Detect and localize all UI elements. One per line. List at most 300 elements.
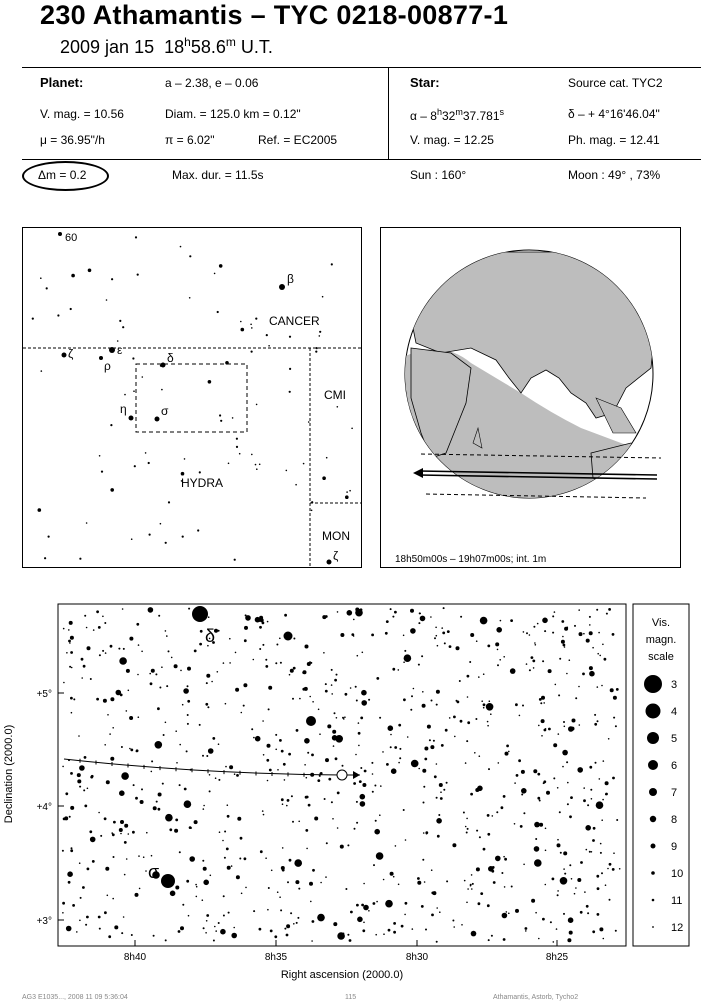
- label-epsilon: ε: [117, 343, 123, 357]
- field-star: [497, 649, 499, 651]
- field-star: [93, 629, 95, 631]
- field-star: [286, 934, 289, 937]
- field-star: [360, 801, 366, 807]
- field-star: [215, 930, 217, 932]
- field-star: [182, 904, 184, 906]
- field-star: [166, 635, 168, 637]
- field-star: [545, 728, 547, 730]
- field-star: [231, 933, 237, 939]
- mag-scale-title-1: Vis.: [651, 617, 671, 629]
- field-star: [80, 897, 82, 899]
- field-star: [187, 723, 189, 725]
- field-star: [600, 852, 602, 854]
- field-star: [161, 666, 163, 668]
- field-star: [69, 642, 71, 644]
- field-star: [562, 766, 564, 768]
- field-star: [553, 743, 557, 747]
- finder-star: [70, 308, 72, 310]
- field-star: [241, 893, 243, 895]
- field-star: [356, 700, 358, 702]
- label-beta: β: [287, 272, 294, 286]
- field-star: [196, 896, 198, 898]
- finder-star: [232, 417, 234, 419]
- field-star: [241, 712, 243, 714]
- field-star: [355, 754, 357, 756]
- field-star: [284, 928, 286, 930]
- field-star: [255, 617, 261, 623]
- field-star: [307, 662, 311, 666]
- field-star: [466, 740, 468, 742]
- field-star: [569, 931, 573, 935]
- field-star: [324, 798, 326, 800]
- field-star: [141, 651, 143, 653]
- field-star: [103, 699, 107, 703]
- field-star: [345, 693, 348, 696]
- field-star: [463, 812, 465, 814]
- field-star: [298, 821, 300, 823]
- field-star: [311, 940, 313, 942]
- field-star: [106, 780, 110, 784]
- field-star: [382, 751, 384, 753]
- field-star: [407, 736, 409, 738]
- field-star: [373, 902, 376, 905]
- field-star: [457, 701, 460, 704]
- field-star: [62, 850, 64, 852]
- finder-star: [57, 314, 59, 316]
- finder-star: [234, 559, 236, 561]
- planet-motion: μ = 36.95"/h: [40, 133, 105, 147]
- field-star: [426, 833, 428, 835]
- field-star: [360, 767, 362, 769]
- field-star: [292, 821, 294, 823]
- field-star: [433, 740, 435, 742]
- finder-star: [86, 522, 88, 524]
- field-star: [157, 707, 160, 710]
- finder-star: [117, 340, 119, 342]
- field-star: [510, 619, 513, 622]
- field-star: [283, 763, 286, 766]
- field-star: [282, 847, 284, 849]
- label-rho: ρ: [104, 359, 111, 373]
- field-star: [449, 645, 452, 648]
- field-star: [585, 825, 591, 831]
- field-star: [68, 881, 71, 884]
- field-star: [569, 864, 571, 866]
- field-star: [410, 609, 414, 613]
- field-star: [305, 829, 308, 832]
- field-star: [571, 878, 573, 880]
- field-star: [342, 765, 344, 767]
- field-star: [546, 791, 550, 795]
- field-star: [398, 724, 401, 727]
- finder-star: [322, 476, 326, 480]
- field-star: [312, 920, 315, 923]
- field-star: [209, 774, 211, 776]
- field-star: [564, 873, 566, 875]
- field-star: [479, 755, 481, 757]
- field-star: [403, 661, 405, 663]
- field-star: [480, 892, 483, 895]
- field-star: [277, 891, 279, 893]
- x-tick-label: 8h30: [405, 952, 429, 963]
- field-star: [199, 724, 201, 726]
- mag-scale-title-2: magn.: [645, 634, 677, 646]
- field-star: [138, 716, 140, 718]
- field-star: [356, 801, 358, 803]
- field-star: [187, 667, 191, 671]
- field-star: [506, 911, 508, 913]
- field-star: [175, 730, 177, 732]
- field-star: [178, 930, 181, 933]
- field-star: [538, 725, 540, 727]
- finder-star: [214, 273, 216, 275]
- field-star: [325, 683, 327, 685]
- field-star: [151, 771, 153, 773]
- field-star: [155, 741, 163, 749]
- field-star: [151, 855, 153, 857]
- finder-star: [181, 472, 185, 476]
- finder-star: [255, 318, 257, 320]
- field-star: [404, 650, 406, 652]
- field-star: [251, 728, 253, 730]
- finder-star: [311, 510, 313, 512]
- field-star: [79, 920, 81, 922]
- field-star: [121, 772, 129, 780]
- field-star: [542, 618, 548, 624]
- field-star: [130, 749, 133, 752]
- field-star: [427, 725, 431, 729]
- field-star: [515, 909, 519, 913]
- field-star: [78, 735, 80, 737]
- field-star: [373, 864, 375, 866]
- field-star: [271, 870, 273, 872]
- field-star: [155, 673, 157, 675]
- field-star: [335, 757, 338, 760]
- field-star: [229, 662, 231, 664]
- field-star: [255, 736, 261, 742]
- field-star: [326, 842, 328, 844]
- label-mon: MON: [322, 529, 350, 543]
- field-star: [280, 662, 282, 664]
- field-star: [548, 728, 551, 731]
- field-star: [266, 759, 269, 762]
- field-star: [206, 682, 208, 684]
- field-star: [149, 673, 151, 675]
- finder-star: [219, 414, 221, 416]
- field-star: [245, 887, 247, 889]
- field-star: [223, 895, 225, 897]
- field-star: [169, 828, 172, 831]
- field-star: [168, 650, 170, 652]
- field-star: [444, 642, 446, 644]
- field-star: [236, 875, 240, 879]
- field-star: [398, 762, 400, 764]
- star-delta-hya: [192, 606, 208, 622]
- finder-star: [303, 463, 305, 465]
- field-star: [434, 637, 436, 639]
- field-star: [304, 764, 306, 766]
- finder-star: [189, 255, 191, 257]
- x-tick-label: 8h40: [123, 952, 147, 963]
- field-star: [504, 858, 507, 861]
- field-star: [418, 768, 420, 770]
- field-star: [133, 784, 135, 786]
- finder-star: [168, 501, 170, 503]
- field-star: [534, 642, 536, 644]
- finder-star: [289, 368, 291, 370]
- field-star: [592, 839, 595, 842]
- field-star: [153, 806, 157, 810]
- field-star: [202, 755, 204, 757]
- footer-right: Athamantis, Astorb, Tycho2: [493, 994, 579, 1001]
- field-star: [132, 831, 135, 834]
- field-star: [203, 867, 207, 871]
- field-star: [180, 670, 182, 672]
- mag-scale-dot: [650, 816, 656, 822]
- finder-star: [137, 274, 139, 276]
- field-star: [310, 901, 312, 903]
- field-star: [525, 927, 528, 930]
- field-star: [361, 690, 367, 696]
- field-star: [607, 868, 609, 870]
- field-star: [555, 684, 557, 686]
- field-star: [128, 833, 130, 835]
- field-star: [203, 880, 209, 886]
- field-star: [67, 871, 73, 877]
- field-star: [360, 717, 363, 720]
- field-star: [208, 616, 210, 618]
- field-star: [287, 881, 289, 883]
- detail-chart: [0, 600, 701, 990]
- finder-star: [41, 370, 43, 372]
- field-star: [253, 737, 255, 739]
- field-star: [454, 736, 456, 738]
- star-zeta-mon: [327, 560, 332, 565]
- field-star: [430, 616, 432, 618]
- mag-scale-value: 4: [671, 706, 678, 718]
- field-star: [235, 688, 239, 692]
- field-star: [584, 891, 586, 893]
- field-star: [92, 860, 95, 863]
- field-star: [609, 863, 612, 866]
- field-star: [331, 693, 333, 695]
- mag-scale-dot: [649, 788, 657, 796]
- field-star: [180, 926, 184, 930]
- field-star: [601, 872, 603, 874]
- field-star: [571, 727, 575, 731]
- field-star: [487, 814, 490, 817]
- field-star: [379, 717, 381, 719]
- field-star: [360, 794, 366, 800]
- field-star: [355, 686, 357, 688]
- field-star: [541, 719, 545, 723]
- field-star: [579, 724, 581, 726]
- field-star: [361, 904, 364, 907]
- field-star: [292, 698, 294, 700]
- field-star: [139, 888, 141, 890]
- field-star: [308, 804, 311, 807]
- field-star: [375, 820, 377, 822]
- field-star: [225, 766, 227, 768]
- field-star: [203, 808, 205, 810]
- field-star: [431, 892, 434, 895]
- finder-star: [135, 236, 137, 238]
- field-star: [135, 893, 139, 897]
- field-star: [351, 633, 354, 636]
- field-star: [534, 859, 542, 867]
- field-star: [146, 832, 148, 834]
- field-star: [391, 768, 397, 774]
- field-star: [86, 916, 89, 919]
- field-star: [280, 909, 282, 911]
- field-star: [262, 644, 264, 646]
- star-source-catalog: Source cat. TYC2: [568, 76, 663, 90]
- field-star: [69, 621, 73, 625]
- field-star: [545, 884, 547, 886]
- event-datetime: 2009 jan 15 18$^h$58.6$^m$ U.T.: [60, 35, 273, 57]
- star-60: [58, 232, 62, 236]
- field-star: [531, 656, 534, 659]
- finder-star: [161, 389, 163, 391]
- field-star: [436, 907, 438, 909]
- field-star: [443, 607, 445, 609]
- field-star: [286, 805, 288, 807]
- field-star: [262, 720, 264, 722]
- field-star: [267, 744, 271, 748]
- field-star: [417, 881, 421, 885]
- field-star: [307, 752, 309, 754]
- field-star: [563, 644, 566, 647]
- field-star: [85, 924, 87, 926]
- field-star: [293, 923, 295, 925]
- finder-star: [32, 318, 34, 320]
- field-star: [523, 812, 525, 814]
- field-star: [453, 926, 455, 928]
- field-star: [465, 762, 467, 764]
- globe-caption: 18h50m00s – 19h07m00s; int. 1m: [395, 554, 547, 565]
- field-star: [431, 700, 433, 702]
- field-star: [419, 612, 421, 614]
- field-star: [543, 782, 545, 784]
- field-star: [557, 894, 559, 896]
- field-star: [162, 783, 164, 785]
- field-star: [395, 845, 397, 847]
- finder-star: [110, 424, 112, 426]
- field-star: [575, 887, 577, 889]
- field-star: [186, 750, 188, 752]
- field-star: [589, 851, 591, 853]
- mag-scale-value: 3: [671, 679, 678, 691]
- field-star: [422, 859, 424, 861]
- finder-star: [319, 335, 321, 337]
- finder-star: [165, 542, 167, 544]
- field-star: [578, 609, 580, 611]
- field-star: [574, 625, 576, 627]
- finder-star: [266, 334, 268, 336]
- field-star: [503, 856, 505, 858]
- field-star: [491, 935, 493, 937]
- field-star: [505, 752, 509, 756]
- field-star: [205, 703, 208, 706]
- mag-scale-value: 11: [671, 895, 683, 907]
- field-star: [98, 626, 101, 629]
- mag-scale-value: 9: [671, 841, 678, 853]
- field-star: [502, 913, 508, 919]
- field-star: [561, 640, 565, 644]
- field-star: [375, 934, 377, 936]
- field-star: [456, 646, 460, 650]
- field-star: [418, 622, 420, 624]
- field-star: [592, 647, 594, 649]
- finder-star: [44, 557, 46, 559]
- field-star: [294, 859, 302, 867]
- mag-scale-value: 12: [671, 922, 684, 934]
- field-star: [386, 620, 389, 623]
- field-star: [605, 781, 609, 785]
- planet-parallax: π = 6.02": [165, 133, 215, 147]
- field-star: [425, 929, 427, 931]
- field-star: [291, 795, 293, 797]
- field-star: [557, 787, 559, 789]
- field-star: [223, 662, 225, 664]
- field-star: [616, 688, 619, 691]
- field-star: [305, 796, 308, 799]
- field-star: [340, 845, 344, 849]
- field-star: [345, 888, 347, 890]
- field-star: [135, 797, 138, 800]
- field-star: [394, 611, 397, 614]
- field-star: [259, 626, 262, 629]
- field-star: [537, 797, 540, 800]
- field-star: [136, 623, 139, 626]
- earth-visibility-map: [380, 227, 681, 568]
- field-star: [213, 940, 215, 942]
- field-star: [436, 818, 442, 824]
- field-star: [206, 920, 208, 922]
- finder-star: [256, 404, 258, 406]
- field-star: [472, 883, 474, 885]
- field-star: [145, 870, 147, 872]
- field-star: [116, 690, 122, 696]
- x-tick-label: 8h35: [264, 952, 288, 963]
- field-star: [203, 805, 205, 807]
- field-star: [583, 787, 585, 789]
- field-star: [554, 611, 556, 613]
- field-star: [306, 848, 308, 850]
- field-star: [337, 827, 339, 829]
- field-star: [267, 621, 269, 623]
- field-star: [90, 776, 93, 779]
- field-star: [436, 704, 438, 706]
- field-star: [595, 762, 597, 764]
- field-star: [328, 778, 331, 781]
- finder-star: [145, 452, 147, 454]
- field-star: [388, 929, 391, 932]
- finder-star: [180, 246, 182, 248]
- field-star: [374, 829, 380, 835]
- field-star: [500, 620, 502, 622]
- field-star: [410, 628, 416, 634]
- finder-star: [79, 558, 81, 560]
- field-star: [275, 662, 277, 664]
- field-star: [589, 624, 591, 626]
- field-star: [599, 778, 601, 780]
- field-star: [363, 922, 365, 924]
- field-star: [564, 726, 566, 728]
- field-star: [597, 887, 600, 890]
- field-star: [310, 662, 312, 664]
- field-star: [435, 627, 437, 629]
